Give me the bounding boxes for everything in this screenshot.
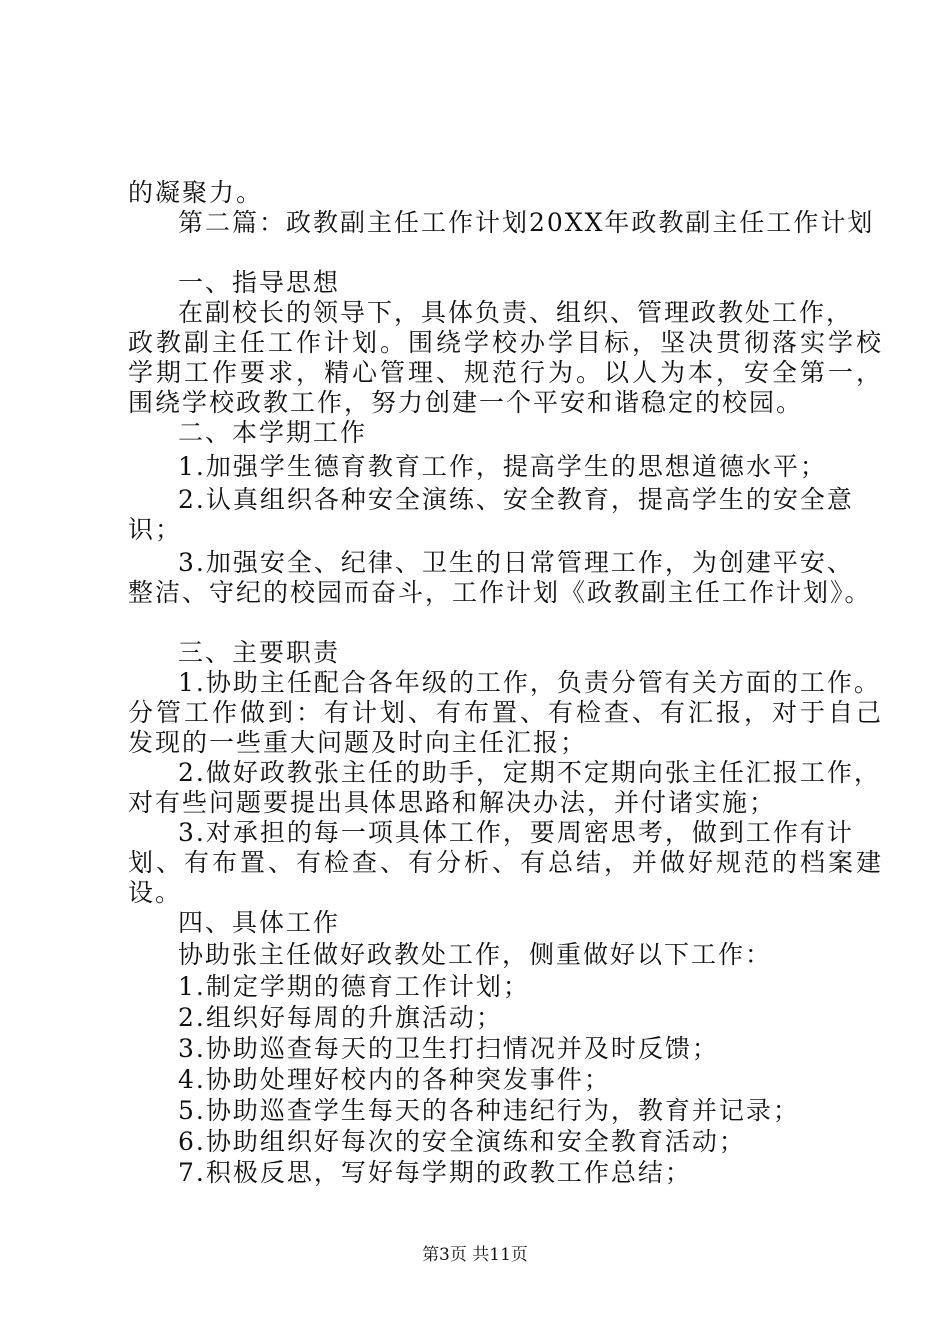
list-item: 7.积极反思，写好每学期的政教工作总结； xyxy=(178,1158,692,1187)
paragraph-line: 划、有布置、有检查、有分析、有总结，并做好规范的档案建 xyxy=(128,848,885,877)
list-item: 2.组织好每周的升旗活动； xyxy=(178,1003,503,1032)
heading-main-duties: 三、主要职责 xyxy=(178,638,341,667)
page-number-footer: 第3页 共11页 xyxy=(422,1245,528,1265)
list-item: 3.对承担的每一项具体工作，要周密思考，做到工作有计 xyxy=(178,818,854,847)
paragraph-line: 学期工作要求，精心管理、规范行为。以人为本，安全第一， xyxy=(128,358,885,387)
list-item: 3.协助巡查每天的卫生打扫情况并及时反馈； xyxy=(178,1034,719,1063)
paragraph-line: 分管工作做到：有计划、有布置、有检查、有汇报，对于自己 xyxy=(128,698,885,727)
paragraph-line: 围绕学校政教工作，努力创建一个平安和谐稳定的校园。 xyxy=(128,388,804,417)
list-item: 5.协助巡查学生每天的各种违纪行为，教育并记录； xyxy=(178,1096,800,1125)
paragraph-line: 发现的一些重大问题及时向主任汇报； xyxy=(128,728,588,757)
heading-guiding-ideology: 一、指导思想 xyxy=(178,268,341,297)
paragraph-line: 政教副主任工作计划。围绕学校办学目标，坚决贯彻落实学校 xyxy=(128,328,885,357)
paragraph-line: 在副校长的领导下，具体负责、组织、管理政教处工作， xyxy=(178,298,854,327)
list-item: 1.加强学生德育教育工作，提高学生的思想道德水平； xyxy=(178,452,827,481)
list-item: 3.加强安全、纪律、卫生的日常管理工作，为创建平安、 xyxy=(178,548,854,577)
list-item: 4.协助处理好校内的各种突发事件； xyxy=(178,1065,611,1094)
paragraph-line: 设。 xyxy=(128,878,183,907)
section-title: 第二篇：政教副主任工作计划20XX年政教副主任工作计划 xyxy=(178,208,875,237)
list-item: 2.做好政教张主任的助手，定期不定期向张主任汇报工作， xyxy=(178,758,881,787)
heading-specific-work: 四、具体工作 xyxy=(178,908,341,937)
list-item: 2.认真组织各种安全演练、安全教育，提高学生的安全意 xyxy=(178,485,854,514)
list-item: 1.制定学期的德育工作计划； xyxy=(178,972,530,1001)
paragraph-line: 识； xyxy=(128,515,183,544)
paragraph-line: 的凝聚力。 xyxy=(128,178,264,207)
heading-semester-work: 二、本学期工作 xyxy=(178,418,368,447)
list-item: 6.协助组织好每次的安全演练和安全教育活动； xyxy=(178,1127,746,1156)
list-item: 1.协助主任配合各年级的工作，负责分管有关方面的工作。 xyxy=(178,668,881,697)
paragraph-line: 协助张主任做好政教处工作，侧重做好以下工作： xyxy=(178,940,773,969)
paragraph-line: 整洁、守纪的校园而奋斗，工作计划《政教副主任工作计划》。 xyxy=(128,578,872,607)
paragraph-line: 对有些问题要提出具体思路和解决办法，并付诸实施； xyxy=(128,788,777,817)
